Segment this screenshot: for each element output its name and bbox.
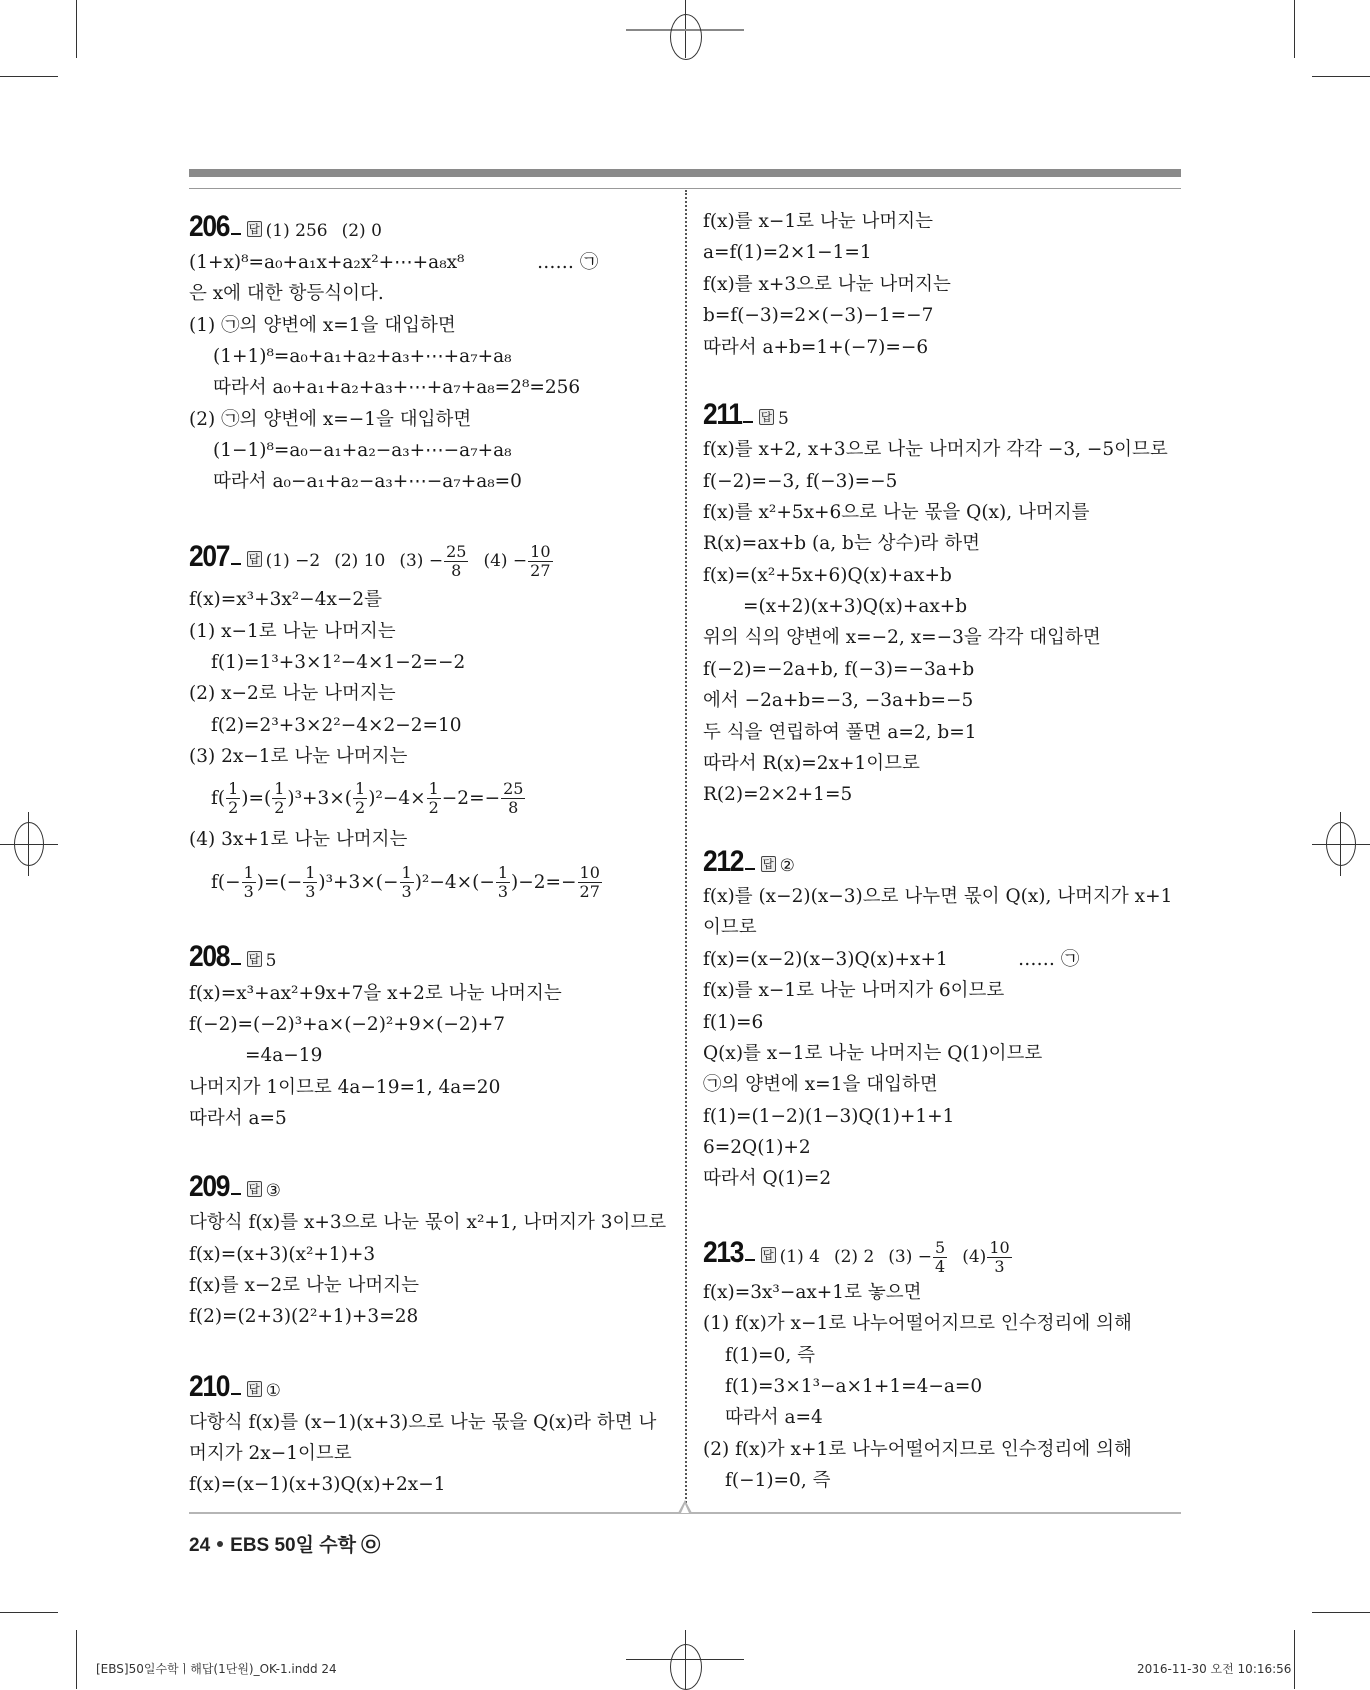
problem-number: 211 <box>703 398 742 431</box>
numerator: 1 <box>228 779 239 798</box>
solution-line: 따라서 a₀−a₁+a₂−a₃+⋯−a₇+a₈=0 <box>213 471 522 492</box>
registration-circle <box>670 14 702 60</box>
solution-line: f(−2)=(−2)³+a×(−2)²+9×(−2)+7 <box>189 1014 506 1035</box>
solution-line: (1−1)⁸=a₀−a₁+a₂−a₃+⋯−a₇+a₈ <box>213 440 512 461</box>
answer: (1) 4 <box>779 1247 820 1267</box>
solution-line: 따라서 a+b=1+(−7)=−6 <box>703 337 929 358</box>
denominator: 3 <box>497 882 509 901</box>
underscore <box>231 1193 241 1195</box>
page-footer <box>189 1530 380 1557</box>
solution-line: f(x)=(x−2)(x−3)Q(x)+x+1 <box>703 949 948 970</box>
fraction <box>353 780 367 817</box>
answer: 5 <box>265 951 277 971</box>
fraction <box>528 543 552 580</box>
solution-line: (1) ㉠의 양변에 x=1을 대입하면 <box>189 315 456 336</box>
numerator: 1 <box>355 779 366 798</box>
numerator: 10 <box>989 1238 1010 1257</box>
slug-timestamp: 2016-11-30 오전 10:16:56 <box>1137 1662 1292 1676</box>
crop-mark <box>1312 1612 1370 1613</box>
solution-line: f(x)=(x−1)(x+3)Q(x)+2x−1 <box>189 1474 446 1495</box>
solution-line: 따라서 R(x)=2x+1이므로 <box>703 753 920 774</box>
numerator: 1 <box>497 863 509 882</box>
registration-mark <box>28 812 29 876</box>
answer: 5 <box>778 409 789 429</box>
registration-circle <box>670 1644 702 1690</box>
problem-number: 207 <box>189 540 230 573</box>
solution-line: f(x)=(x²+5x+6)Q(x)+ax+b <box>703 565 952 586</box>
eq-part: )=( <box>241 787 272 809</box>
registration-circle <box>1326 822 1356 866</box>
numerator: 25 <box>446 542 467 561</box>
answer <box>962 1239 1012 1276</box>
solution-line: Q(x)를 x−1로 나눈 나머지는 Q(1)이므로 <box>703 1043 1043 1064</box>
solution-line: R(2)=2×2+1=5 <box>703 784 853 805</box>
eq-part: )³+3×(− <box>318 871 399 893</box>
page-number: 24 <box>189 1535 211 1556</box>
problem-number: 206 <box>189 210 230 243</box>
eq-part: )=(− <box>256 871 303 893</box>
crop-mark <box>1294 1630 1295 1689</box>
numerator: 10 <box>579 863 600 882</box>
answer-label: (4) − <box>483 551 528 571</box>
denominator: 2 <box>228 798 239 817</box>
answer-badge-icon: 답 <box>248 952 260 966</box>
denominator: 2 <box>428 798 439 817</box>
denominator: 2 <box>274 798 285 817</box>
answer-badge-icon: 답 <box>762 857 774 871</box>
solution-line: =4a−19 <box>245 1045 323 1066</box>
denominator: 8 <box>451 561 462 580</box>
book-badge-icon: ㉧ <box>361 1535 381 1556</box>
answer-badge-icon: 답 <box>760 410 773 424</box>
answer-badge-icon: 답 <box>762 1248 774 1262</box>
solution-line: =(x+2)(x+3)Q(x)+ax+b <box>743 596 968 617</box>
answer: (1) 256 <box>265 221 328 241</box>
eq-part: )²−4× <box>368 787 426 809</box>
equation-marker: …… ㉠ <box>537 252 599 273</box>
denominator: 3 <box>401 882 412 901</box>
answer <box>483 543 553 580</box>
equation-marker: …… ㉠ <box>1018 949 1080 970</box>
fraction <box>501 780 525 817</box>
answer-badge-icon: 답 <box>248 222 260 236</box>
solution-line: (2) ㉠의 양변에 x=−1을 대입하면 <box>189 409 472 430</box>
problem-208-header <box>189 940 291 974</box>
solution-line: 머지가 2x−1이므로 <box>189 1443 352 1464</box>
answer <box>888 1239 948 1276</box>
solution-line: 나머지가 1이므로 4a−19=1, 4a=20 <box>189 1077 501 1098</box>
crop-mark <box>0 76 58 77</box>
solution-line: (1) f(x)가 x−1로 나누어떨어지므로 인수정리에 의해 <box>703 1313 1132 1334</box>
answer-label: (4) <box>962 1247 987 1267</box>
bullet-icon <box>217 1541 223 1547</box>
solution-line: a=f(1)=2×1−1=1 <box>703 242 872 263</box>
denominator: 3 <box>305 882 316 901</box>
solution-line: f(1)=6 <box>703 1012 764 1033</box>
problem-210-header <box>189 1370 295 1404</box>
problem-206-header <box>189 210 396 244</box>
solution-line: f(x)=(x+3)(x²+1)+3 <box>189 1244 376 1265</box>
solution-line: f(1)=0, 즉 <box>725 1345 815 1366</box>
eq-part: )³+3×( <box>287 787 353 809</box>
answer-badge-icon: 답 <box>248 1382 260 1396</box>
underscore <box>745 868 755 870</box>
answer: (1) −2 <box>265 551 321 571</box>
answer-badge-icon: 답 <box>248 1182 260 1196</box>
solution-line: 따라서 a=4 <box>725 1407 823 1428</box>
solution-line: f(−1)=0, 즉 <box>725 1470 831 1491</box>
header-bar <box>189 169 1181 177</box>
problem-207-header <box>189 540 568 580</box>
denominator: 3 <box>243 882 254 901</box>
solution-line: (1+1)⁸=a₀+a₁+a₂+a₃+⋯+a₇+a₈ <box>213 346 512 367</box>
denominator: 27 <box>579 882 600 901</box>
crop-mark <box>76 0 77 58</box>
solution-line: f(x)=x³+ax²+9x+7을 x+2로 나눈 나머지는 <box>189 983 562 1004</box>
solution-line: ㉠의 양변에 x=1을 대입하면 <box>703 1074 938 1095</box>
registration-circle <box>14 822 44 866</box>
numerator: 1 <box>243 863 254 882</box>
solution-line: f(2)=(2+3)(2²+1)+3=28 <box>189 1306 419 1327</box>
crop-mark <box>76 1630 77 1689</box>
underscore <box>743 421 753 423</box>
fraction <box>303 864 317 901</box>
problem-number: 209 <box>189 1170 230 1203</box>
solution-line: 에서 −2a+b=−3, −3a+b=−5 <box>703 690 974 711</box>
solution-line: f(x)를 x+2, x+3으로 나눈 나머지가 각각 −3, −5이므로 <box>703 439 1168 460</box>
denominator: 4 <box>935 1257 946 1276</box>
denominator: 3 <box>994 1257 1005 1276</box>
registration-mark <box>1340 812 1341 876</box>
fraction <box>226 780 240 817</box>
crop-mark <box>1294 0 1295 58</box>
solution-line: f(x)를 x−1로 나눈 나머지는 <box>703 211 934 232</box>
denominator: 8 <box>508 798 519 817</box>
problem-209-header <box>189 1170 295 1204</box>
answer: ② <box>779 856 795 876</box>
solution-line: f(1)=(1−2)(1−3)Q(1)+1+1 <box>703 1106 955 1127</box>
problem-number: 210 <box>189 1370 230 1403</box>
underscore <box>231 1393 241 1395</box>
problem-number: 208 <box>189 940 230 973</box>
divider-notch-inner <box>681 1504 689 1513</box>
numerator: 10 <box>530 542 551 561</box>
eq-part: f(− <box>211 871 241 893</box>
header-rule <box>189 188 1181 189</box>
answer: ① <box>265 1381 281 1401</box>
fraction <box>242 864 256 901</box>
solution-line: f(−2)=−3, f(−3)=−5 <box>703 471 898 492</box>
solution-line: (2) f(x)가 x+1로 나누어떨어지므로 인수정리에 의해 <box>703 1439 1132 1460</box>
solution-line: 이므로 <box>703 917 757 938</box>
solution-line: 다항식 f(x)를 (x−1)(x+3)으로 나눈 몫을 Q(x)라 하면 나 <box>189 1412 657 1433</box>
answer <box>399 543 469 580</box>
solution-line: f(x)=x³+3x²−4x−2를 <box>189 589 383 610</box>
answer-label: (3) − <box>399 551 444 571</box>
book-title: EBS 50일 수학 <box>230 1535 356 1556</box>
solution-line: 위의 식의 양변에 x=−2, x=−3을 각각 대입하면 <box>703 627 1101 648</box>
answer: (2) 2 <box>833 1247 875 1267</box>
solution-line: b=f(−3)=2×(−3)−1=−7 <box>703 305 934 326</box>
numerator: 1 <box>274 779 285 798</box>
problem-211-header <box>703 398 803 432</box>
problem-number: 213 <box>703 1236 744 1269</box>
solution-line: 다항식 f(x)를 x+3으로 나눈 몫이 x²+1, 나머지가 3이므로 <box>189 1212 667 1233</box>
solution-line: 따라서 Q(1)=2 <box>703 1168 832 1189</box>
numerator: 25 <box>503 779 524 798</box>
underscore <box>231 233 241 235</box>
fraction <box>578 864 602 901</box>
answer: ③ <box>265 1181 281 1201</box>
problem-number: 212 <box>703 845 744 878</box>
solution-line: f(1)=1³+3×1²−4×1−2=−2 <box>211 652 466 673</box>
fraction <box>496 864 510 901</box>
solution-line: (4) 3x+1로 나눈 나머지는 <box>189 829 408 850</box>
solution-line: f(−2)=−2a+b, f(−3)=−3a+b <box>703 659 975 680</box>
solution-line: (3) 2x−1로 나눈 나머지는 <box>189 746 408 767</box>
fraction-equation <box>211 780 526 817</box>
answer-badge-icon: 답 <box>248 552 260 566</box>
solution-line: f(x)를 x−2로 나눈 나머지는 <box>189 1275 420 1296</box>
slug-filename: [EBS]50일수학ㅣ해답(1단원)_OK-1.indd 24 <box>96 1662 337 1676</box>
solution-line: 6=2Q(1)+2 <box>703 1137 811 1158</box>
fraction <box>444 543 468 580</box>
solution-line: f(x)를 x−1로 나눈 나머지가 6이므로 <box>703 980 1005 1001</box>
fraction <box>987 1239 1011 1276</box>
denominator: 2 <box>355 798 366 817</box>
answer: (2) 0 <box>341 221 382 241</box>
numerator: 1 <box>428 779 439 798</box>
eq-part: f( <box>211 787 226 809</box>
fraction <box>933 1239 947 1276</box>
fraction <box>400 864 414 901</box>
eq-part: )²−4×(− <box>414 871 495 893</box>
denominator: 27 <box>530 561 551 580</box>
fraction <box>272 780 286 817</box>
solution-line: 두 식을 연립하여 풀면 a=2, b=1 <box>703 722 977 743</box>
solution-line: f(x)를 (x−2)(x−3)으로 나누면 몫이 Q(x), 나머지가 x+1 <box>703 886 1173 907</box>
fraction <box>427 780 441 817</box>
numerator: 1 <box>305 863 316 882</box>
solution-line: 은 x에 대한 항등식이다. <box>189 283 384 304</box>
numerator: 5 <box>935 1238 946 1257</box>
answer-label: (3) − <box>888 1247 933 1267</box>
eq-part: −2=− <box>441 787 501 809</box>
solution-line: (2) x−2로 나눈 나머지는 <box>189 683 396 704</box>
problem-212-header <box>703 845 809 879</box>
solution-line: f(x)를 x²+5x+6으로 나눈 몫을 Q(x), 나머지를 <box>703 502 1090 523</box>
solution-line: 따라서 a=5 <box>189 1108 287 1129</box>
solution-line: f(2)=2³+3×2²−4×2−2=10 <box>211 715 462 736</box>
crop-mark <box>1312 76 1370 77</box>
solution-line: (1+x)⁸=a₀+a₁x+a₂x²+⋯+a₈x⁸ <box>189 252 465 273</box>
underscore <box>231 563 241 565</box>
solution-line: f(x)=3x³−ax+1로 놓으면 <box>703 1282 922 1303</box>
solution-line: f(x)를 x+3으로 나눈 나머지는 <box>703 274 951 295</box>
underscore <box>231 963 241 965</box>
solution-line: (1) x−1로 나눈 나머지는 <box>189 621 396 642</box>
eq-part: )−2=− <box>511 871 577 893</box>
numerator: 1 <box>401 863 412 882</box>
answer: (2) 10 <box>334 551 386 571</box>
solution-line: f(1)=3×1³−a×1+1=4−a=0 <box>725 1376 983 1397</box>
column-divider <box>685 190 687 1510</box>
solution-line: R(x)=ax+b (a, b는 상수)라 하면 <box>703 533 981 554</box>
crop-mark <box>0 1612 58 1613</box>
problem-213-header <box>703 1236 1027 1276</box>
fraction-equation <box>211 864 603 901</box>
solution-line: 따라서 a₀+a₁+a₂+a₃+⋯+a₇+a₈=2⁸=256 <box>213 377 581 398</box>
underscore <box>745 1259 755 1261</box>
